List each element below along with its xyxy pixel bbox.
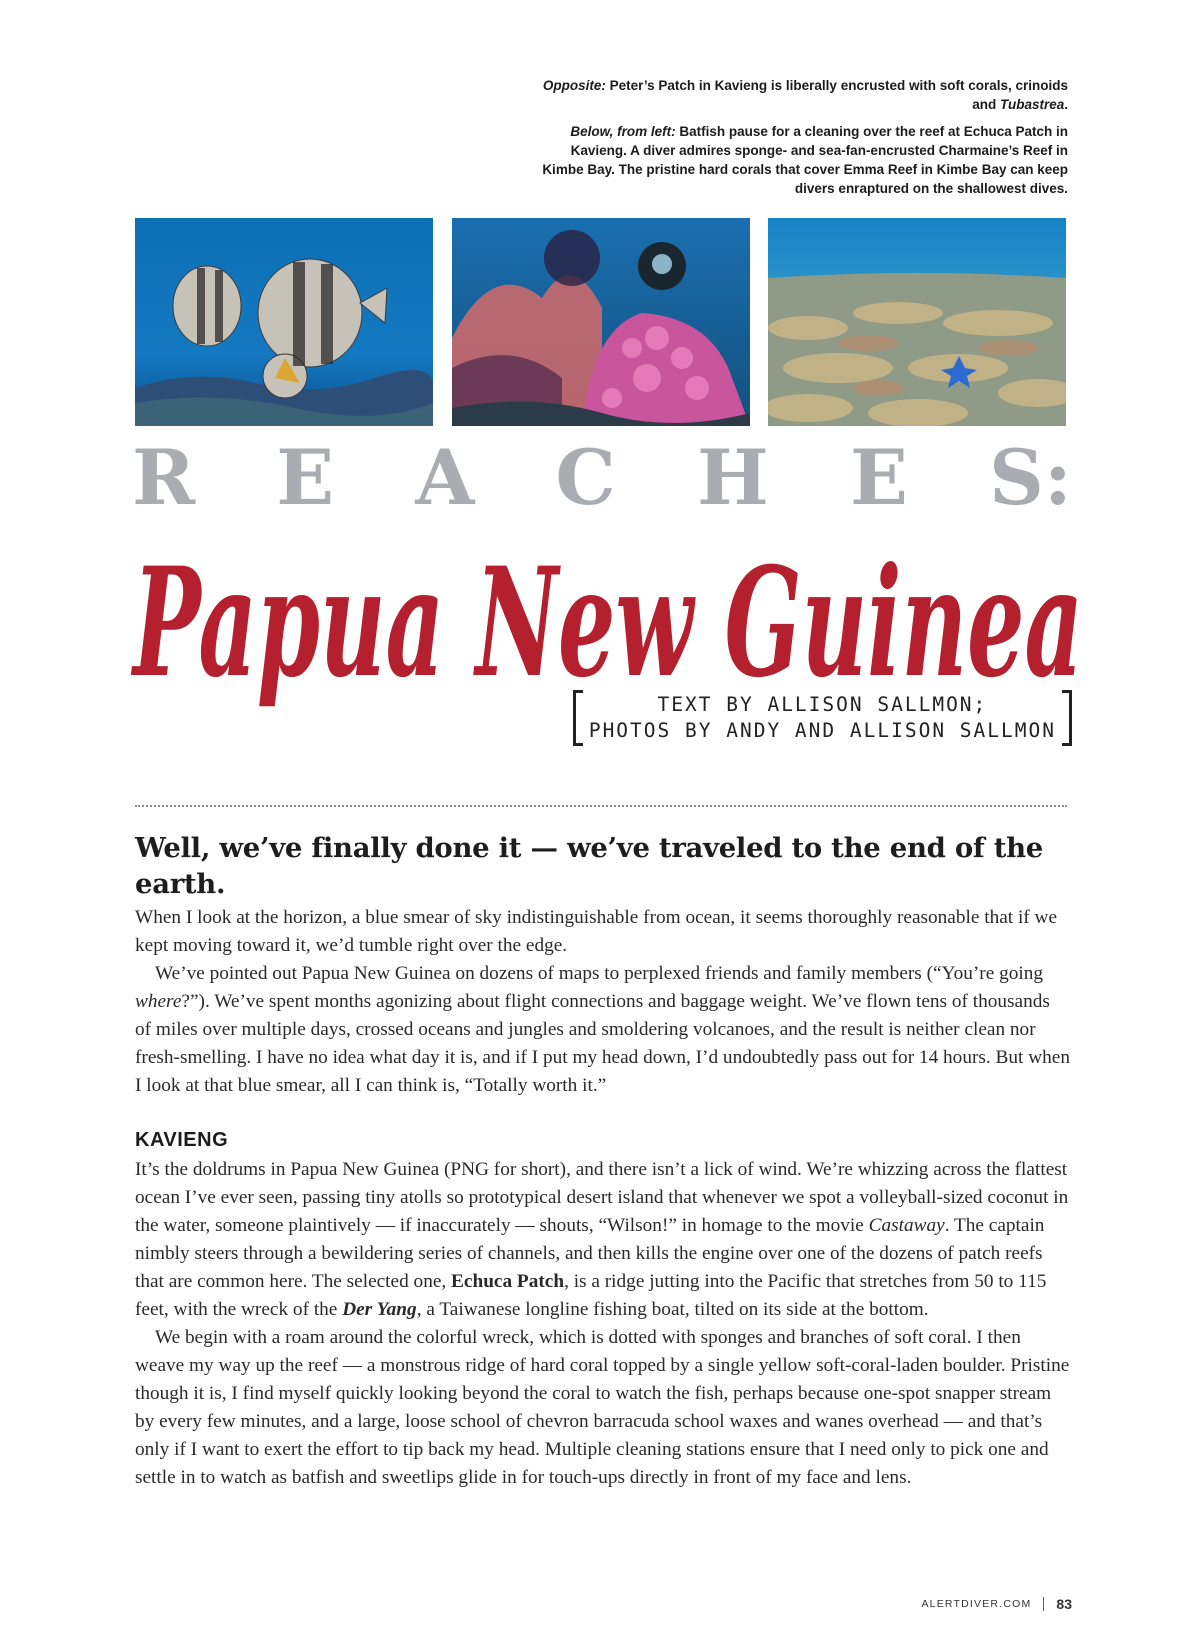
dotted-divider bbox=[135, 805, 1067, 807]
paragraph-text: We’ve pointed out Papua New Guinea on dozens of maps to perplexed friends and family members (“You’re going bbox=[155, 963, 1044, 984]
kicker-letter: C bbox=[555, 433, 616, 522]
wreck-name: Der Yang bbox=[342, 1299, 417, 1320]
hard-coral-photo bbox=[768, 218, 1066, 426]
page-number: 83 bbox=[1056, 1596, 1072, 1612]
page-footer bbox=[921, 1596, 1072, 1612]
caption-end: . bbox=[1064, 97, 1068, 112]
bracket-left bbox=[573, 690, 583, 746]
kicker-letter: R bbox=[132, 433, 196, 522]
paragraph-text: , is a ridge jutting into the Pacific that stretches from 50 to 115 feet, with the wreck of the bbox=[135, 1271, 1047, 1320]
kicker-letter: E bbox=[849, 433, 908, 522]
caption-below bbox=[528, 122, 1068, 198]
script-title-text: Papua New Guinea bbox=[130, 535, 1084, 711]
kicker-letter: H bbox=[697, 433, 769, 522]
movie-title: Castaway bbox=[868, 1215, 945, 1236]
byline-text bbox=[583, 690, 1062, 746]
footer-separator bbox=[1043, 1597, 1044, 1611]
byline-author: TEXT BY ALLISON SALLMON; bbox=[657, 693, 988, 716]
bracket-right bbox=[1062, 690, 1072, 746]
paragraph: When I look at the horizon, a blue smear of sky indistinguishable from ocean, it seems thoroughly reasonable that if we kept moving toward it, we’d tumble right over the edge. bbox=[135, 907, 1058, 956]
caption-label: Opposite: bbox=[542, 78, 606, 93]
paragraph bbox=[135, 960, 1070, 1100]
caption-text: Batfish pause for a cleaning over the reef at Echuca Patch in Kavieng. A diver admires sponge- and sea-fan-encrusted Charmaine’s Reef in Kimbe Bay. The pristine hard corals that cover Emma Reef in Kimbe Bay can keep divers enraptured on the shallowest dives. bbox=[542, 124, 1068, 196]
byline bbox=[573, 690, 1072, 746]
paragraph-text: It’s the doldrums in Papua New Guinea (PNG for short), and there isn’t a lick of wind. We’re whizzing across the flattest ocean I’ve ever seen, passing tiny atolls so prototypical desert island that whenever we spot a volleyball-sized coconut in the water, someone plaintively — if inaccurately — shouts, “Wilson!” in homage to the movie bbox=[135, 1159, 1069, 1236]
section-heading: KAVIENG bbox=[135, 1129, 229, 1151]
kicker-letter: E bbox=[276, 433, 335, 522]
paragraph bbox=[135, 1156, 1070, 1324]
kicker-letter: S: bbox=[988, 433, 1072, 522]
paragraph-emphasis: where bbox=[135, 991, 182, 1012]
dive-site-name: Echuca Patch bbox=[451, 1271, 565, 1292]
article-body bbox=[135, 830, 1070, 1492]
diver-reef-photo bbox=[452, 218, 750, 426]
paragraph-text: , a Taiwanese longline fishing boat, tilted on its side at the bottom. bbox=[416, 1299, 929, 1320]
paragraph-text: ?”). We’ve spent months agonizing about flight connections and baggage weight. We’ve flown tens of thousands of miles over multiple days, crossed oceans and jungles and smoldering volcanoes, and the result is neither clean nor fresh-smelling. I have no idea what day it is, and if I put my head down, I’d undoubtedly pass out for 14 hours. But when I look at that blue smear, all I can think is, “Totally worth it.” bbox=[135, 991, 1070, 1096]
caption-label: Below, from left: bbox=[570, 124, 676, 139]
kicker-letter: A bbox=[415, 433, 475, 522]
caption-species: Tubastrea bbox=[999, 97, 1065, 112]
caption-opposite bbox=[528, 76, 1068, 114]
article-lede: Well, we’ve finally done it — we’ve traveled to the end of the earth. bbox=[135, 832, 1043, 900]
batfish-photo bbox=[135, 218, 433, 426]
paragraph-text: . The captain nimbly steers through a bewildering series of channels, and then kills the engine over one of the dozens of patch reefs that are common here. The selected one, bbox=[135, 1215, 1045, 1292]
paragraph: We begin with a roam around the colorful wreck, which is dotted with sponges and branches of soft coral. I then weave my way up the reef — a monstrous ridge of hard coral topped by a single yellow soft-coral-laden boulder. Pristine though it is, I find myself quickly looking beyond the coral to watch the fish, perhaps because one-spot snapper stream by every few minutes, and a large, loose school of chevron barracuda school waxes and wanes overhead — and that’s only if I want to exert the effort to tip back my head. Multiple cleaning stations ensure that I need only to pick one and settle in to watch as batfish and sweetlips glide in for touch-ups directly in front of my face and lens. bbox=[135, 1327, 1070, 1488]
photo-captions bbox=[528, 76, 1068, 206]
site-url: ALERTDIVER.COM bbox=[921, 1598, 1032, 1610]
title-kicker bbox=[132, 433, 1072, 522]
byline-photographers: PHOTOS BY ANDY AND ALLISON SALLMON bbox=[588, 719, 1056, 742]
caption-text: Peter’s Patch in Kavieng is liberally encrusted with soft corals, crinoids and bbox=[605, 78, 1068, 112]
